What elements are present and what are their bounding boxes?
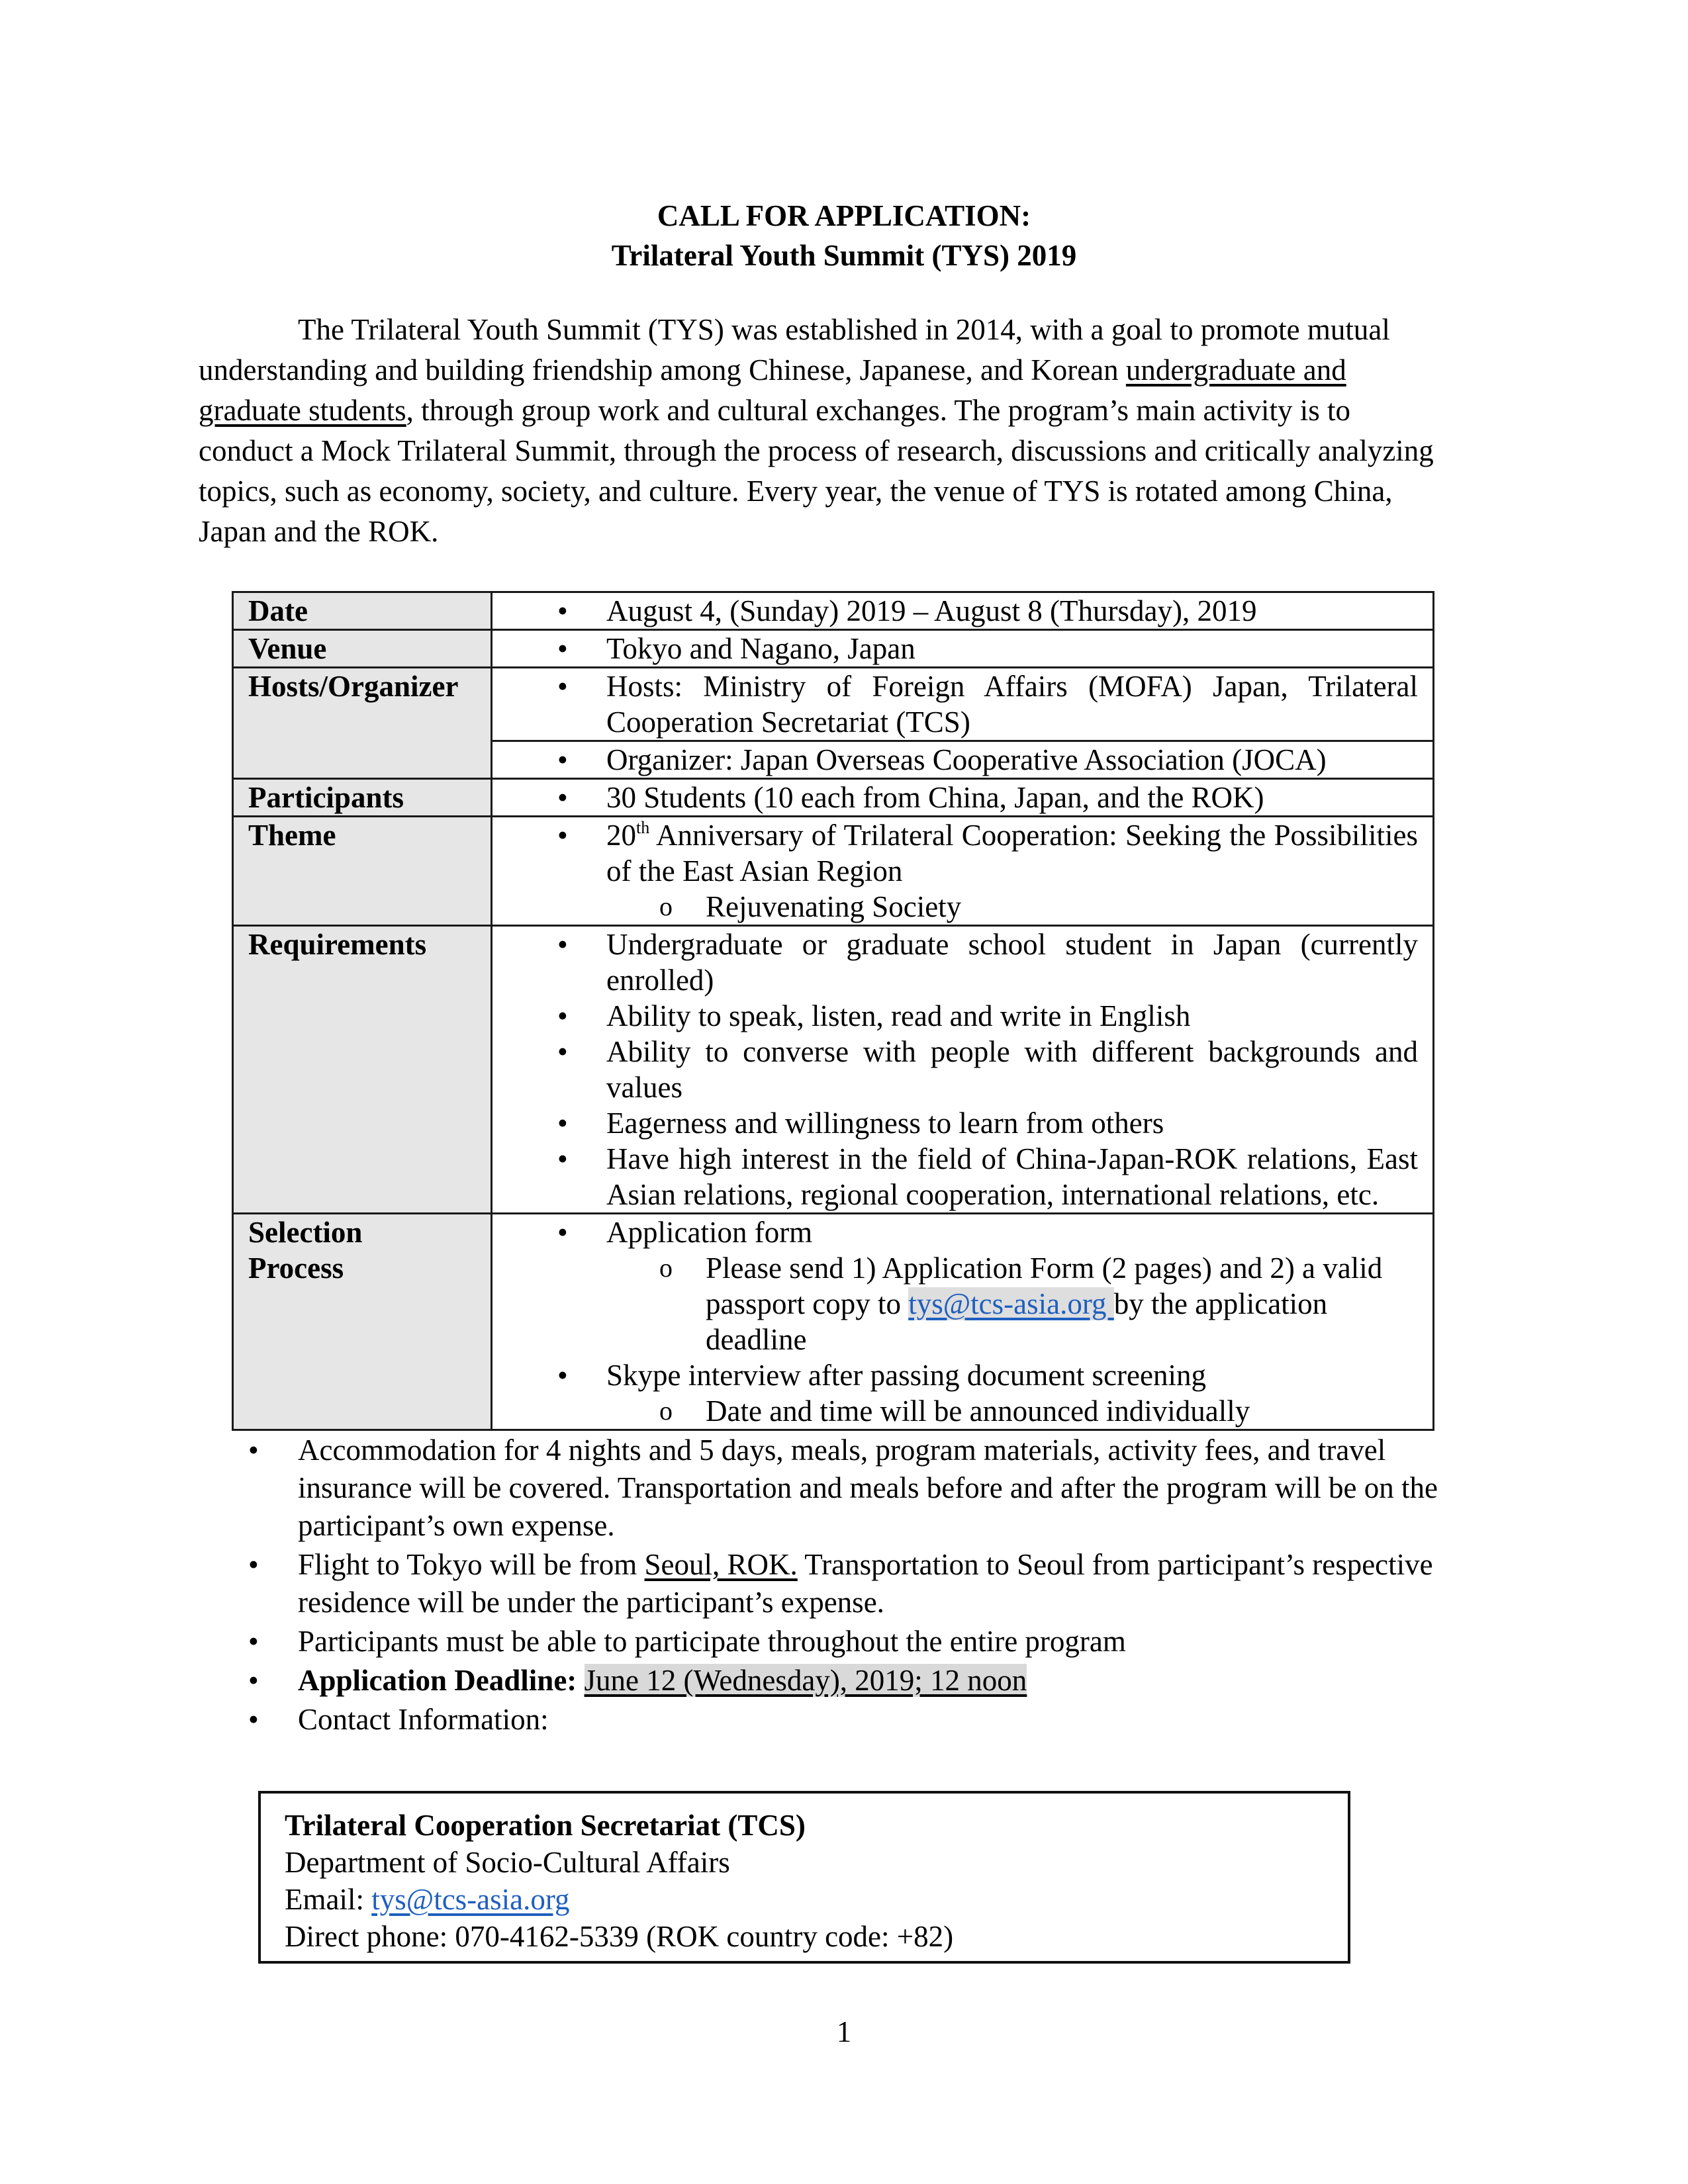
theme-label: Theme (233, 817, 492, 926)
deadline-label: Application Deadline: (298, 1664, 577, 1697)
participants-value: • 30 Students (10 each from China, Japan, and the ROK) (492, 780, 1418, 815)
theme-subitem: o Rejuvenating Society (492, 889, 1418, 925)
hosts-label: Hosts/Organizer (233, 668, 492, 779)
table-row-requirements (233, 926, 1434, 1214)
contact-email-link[interactable]: tys@tcs-asia.org (371, 1883, 570, 1916)
table-row-participants (233, 779, 1434, 817)
requirements-label: Requirements (233, 926, 492, 1214)
email-link[interactable]: tys@tcs-asia.org (908, 1287, 1114, 1320)
organizer-value: • Organizer: Japan Overseas Cooperative Association (JOCA) (492, 742, 1418, 778)
venue-label: Venue (233, 630, 492, 668)
notes-list (232, 1432, 1456, 1740)
document-subtitle: Trilateral Youth Summit (TYS) 2019 (611, 239, 1077, 272)
intro-text-2: , through group work and cultural exchanges. The program’s main activity is to conduct a Mock Trilateral Summit, through the process of research, discussions and critically analyzing topics, such as economy, society, and culture. Every year, the venue of TYS is rotated among China, Japan and the ROK. (199, 394, 1434, 548)
note-flight: • Flight to Tokyo will be from Seoul, ROK. Transportation to Seoul from participant’s respective residence will be under the participant’s expense. (232, 1546, 1456, 1621)
intro-paragraph (199, 310, 1443, 552)
requirement-item: • Eagerness and willingness to learn from others (492, 1105, 1418, 1141)
requirement-item: • Have high interest in the field of China-Japan-ROK relations, East Asian relations, regional cooperation, international relations, etc. (492, 1141, 1418, 1212)
theme-value: • 20th Anniversary of Trilateral Cooperation: Seeking the Possibilities of the East Asian Region (492, 817, 1418, 889)
participants-label: Participants (233, 779, 492, 817)
note-deadline (232, 1662, 1456, 1700)
deadline-value: June 12 (Wednesday), 2019; 12 noon (584, 1664, 1027, 1697)
table-row-venue (233, 630, 1434, 668)
document-title: CALL FOR APPLICATION: (657, 199, 1031, 232)
program-info-table (232, 591, 1434, 1431)
intro-text-1: The Trilateral Youth Summit (TYS) was established in 2014, with a goal to promote mutual understanding and building friendship among Chinese, Japanese, and Korean (199, 313, 1390, 387)
hosts-value: • Hosts: Ministry of Foreign Affairs (MOFA) Japan, Trilateral Cooperation Secretariat (TCS) (492, 668, 1418, 740)
selection-subitem-date: o Date and time will be announced individually (492, 1393, 1418, 1429)
note-participation: • Participants must be able to participate throughout the entire program (232, 1623, 1456, 1661)
contact-department: Department of Socio-Cultural Affairs (285, 1846, 730, 1879)
selection-subitem-send: o Please send 1) Application Form (2 pages) and 2) a valid passport copy to tys@tcs-asia.org by the application deadline (492, 1250, 1418, 1357)
requirement-item: • Undergraduate or graduate school student in Japan (currently enrolled) (492, 927, 1418, 998)
requirement-item: • Ability to speak, listen, read and write in English (492, 998, 1418, 1034)
date-value: • August 4, (Sunday) 2019 – August 8 (Thursday), 2019 (492, 593, 1418, 629)
contact-phone: Direct phone: 070-4162-5339 (ROK country code: +82) (285, 1920, 954, 1953)
venue-value: • Tokyo and Nagano, Japan (492, 631, 1418, 666)
page-number: 1 (836, 2015, 852, 2048)
table-row-selection (233, 1214, 1434, 1430)
selection-item-interview: • Skype interview after passing document screening (492, 1357, 1418, 1393)
note-contact: • Contact Information: (232, 1701, 1456, 1739)
contact-org: Trilateral Cooperation Secretariat (TCS) (285, 1809, 806, 1842)
table-row-hosts (233, 668, 1434, 741)
table-row-date (233, 592, 1434, 630)
selection-label: Selection Process (233, 1214, 492, 1430)
contact-email-line: Email: tys@tcs-asia.org (285, 1883, 570, 1916)
intro-underlined-text: undergraduate and graduate students (199, 353, 1346, 427)
table-row-theme (233, 817, 1434, 926)
note-accommodation: • Accommodation for 4 nights and 5 days, meals, program materials, activity fees, and travel insurance will be covered. Transportation and meals before and after the program will be on the participant’s own expense. (232, 1432, 1456, 1545)
date-label: Date (233, 592, 492, 630)
contact-box (258, 1791, 1350, 1964)
requirement-item: • Ability to converse with people with different backgrounds and values (492, 1034, 1418, 1105)
selection-item-application: • Application form (492, 1214, 1418, 1250)
